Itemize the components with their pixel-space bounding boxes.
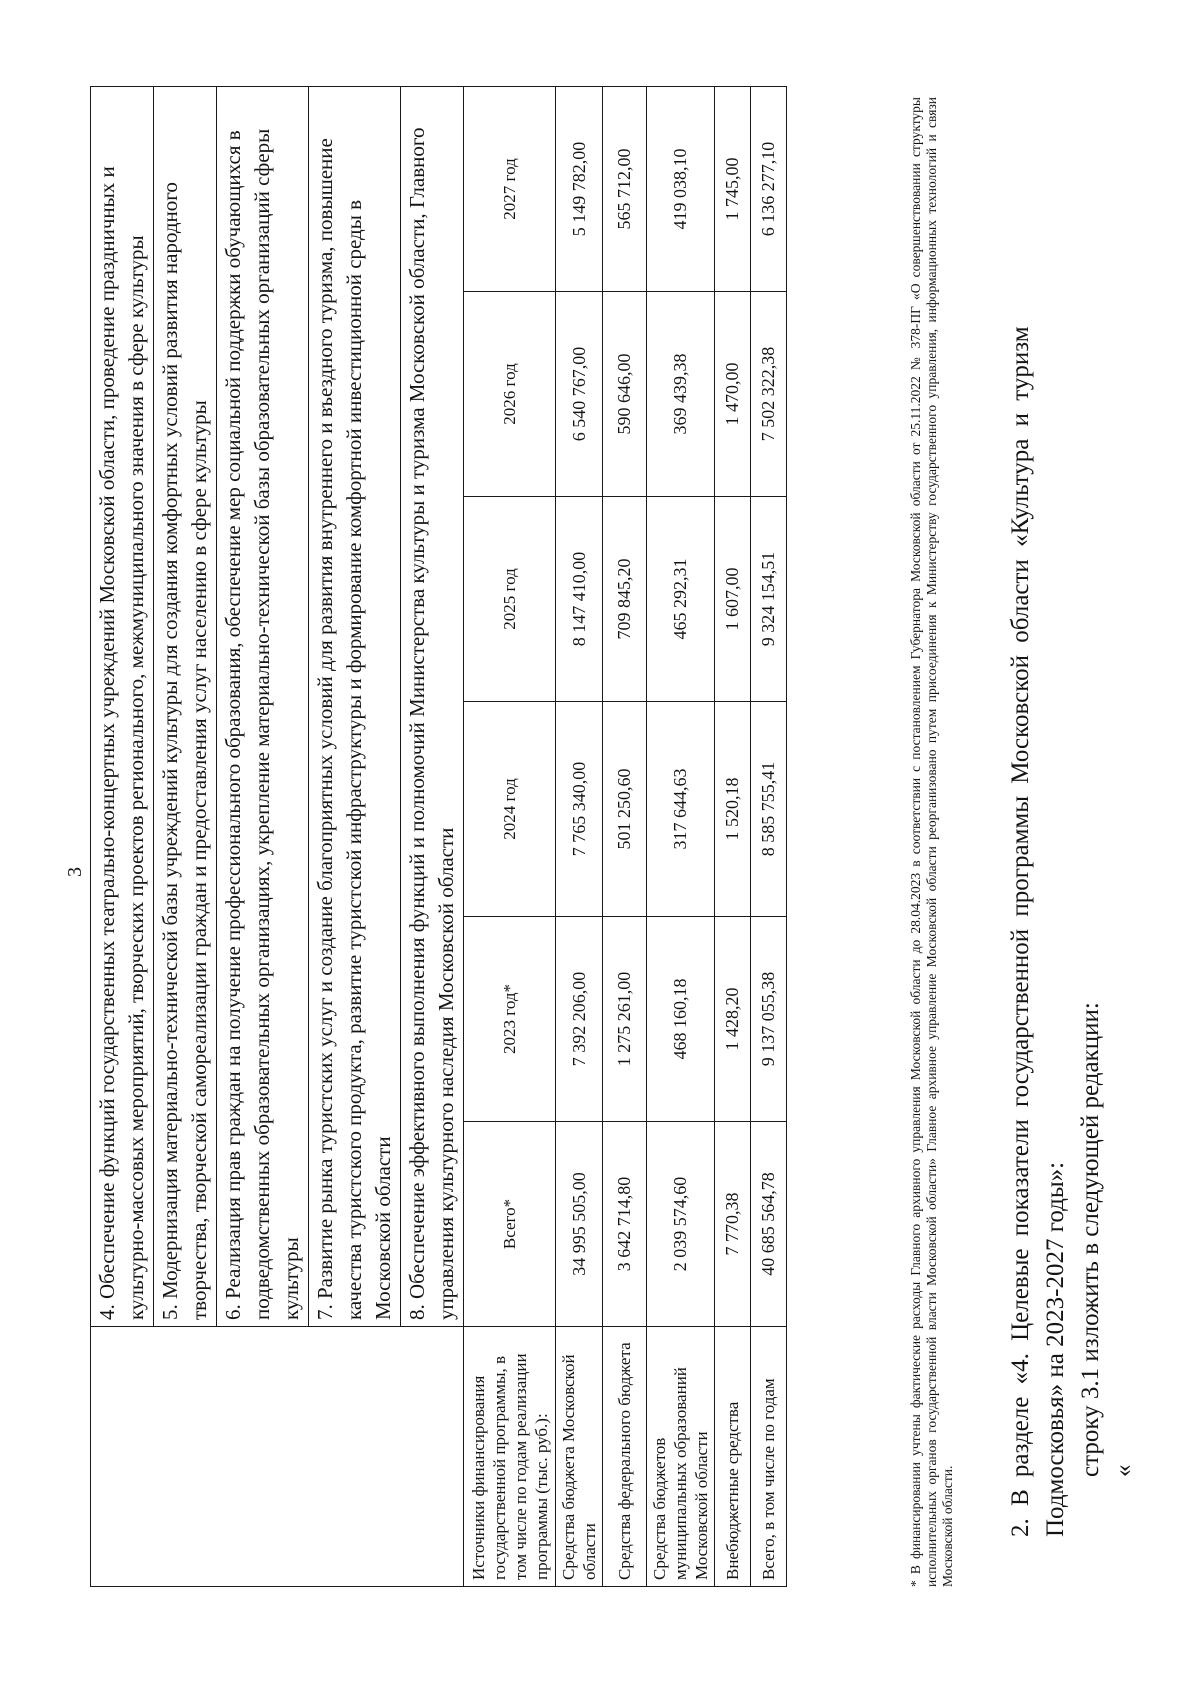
finance-label: Источники финансирования государственной программы, в том числе по годам реализации программы (тыс. руб.): xyxy=(464,1327,556,1587)
paragraph-line-1: 2. В разделе «4. Целевые показатели государственной программы Московской области «Культура и туризм xyxy=(1007,326,1034,1537)
goal-8: 8. Обеспечение эффективного выполнения функций и полномочий Министерства культуры и туризма Московской области, Главного управления культурного наследия Московской области xyxy=(405,127,458,1320)
value-cell: 3 642 714,80 xyxy=(603,1122,647,1327)
value-cell: 9 324 154,51 xyxy=(751,497,787,702)
goal-4: 4. Обеспечение функций государственных театрально-концертных учреждений Московской области, проведение праздничных и культурно-массовых мероприятий, творческих проектов регионального, межмуниципального значения в сфере культуры xyxy=(91,87,154,1326)
value-cell: 7 502 322,38 xyxy=(751,292,787,497)
goals-cell xyxy=(91,87,464,1327)
goals-row xyxy=(91,87,464,1587)
header-2023: 2023 год* xyxy=(464,917,556,1122)
paragraph-line-3: строку 3.1 изложить в следующей редакции: xyxy=(1077,1002,1104,1477)
value-cell: 2 039 574,60 xyxy=(647,1122,715,1327)
table-row xyxy=(556,87,603,1587)
value-cell: 7 392 206,00 xyxy=(556,917,603,1122)
value-cell: 9 137 055,38 xyxy=(751,917,787,1122)
value-cell: 1 745,00 xyxy=(715,87,751,292)
source-label: Средства федерального бюджета xyxy=(603,1327,647,1587)
value-cell: 709 845,20 xyxy=(603,497,647,702)
value-cell: 7 770,38 xyxy=(715,1122,751,1327)
table-row xyxy=(751,87,787,1587)
value-cell: 40 685 564,78 xyxy=(751,1122,787,1327)
source-label: Внебюджетные средства xyxy=(715,1327,751,1587)
value-cell: 34 995 505,00 xyxy=(556,1122,603,1327)
page-number: 3 xyxy=(64,867,86,877)
goals-left-cell xyxy=(91,1327,464,1587)
table-row xyxy=(647,87,715,1587)
table-row xyxy=(603,87,647,1587)
header-2027: 2027 год xyxy=(464,87,556,292)
value-cell: 1 520,18 xyxy=(715,702,751,917)
value-cell: 8 585 755,41 xyxy=(751,702,787,917)
header-2024: 2024 год xyxy=(464,702,556,917)
value-cell: 1 607,00 xyxy=(715,497,751,702)
value-cell: 565 712,00 xyxy=(603,87,647,292)
value-cell: 590 646,00 xyxy=(603,292,647,497)
value-cell: 1 470,00 xyxy=(715,292,751,497)
header-2025: 2025 год xyxy=(464,497,556,702)
value-cell: 6 136 277,10 xyxy=(751,87,787,292)
value-cell: 501 250,60 xyxy=(603,702,647,917)
paragraph-line-2: Подмосковья» на 2023-2027 годы»: xyxy=(1042,1161,1069,1537)
value-cell: 1 275 261,00 xyxy=(603,917,647,1122)
opening-quote: « xyxy=(1110,1464,1137,1477)
value-cell: 468 160,18 xyxy=(647,917,715,1122)
value-cell: 369 439,38 xyxy=(647,292,715,497)
source-label: Средства бюджетов муниципальных образований Московской области xyxy=(647,1327,715,1587)
value-cell: 5 149 782,00 xyxy=(556,87,603,292)
source-label: Средства бюджета Московской области xyxy=(556,1327,603,1587)
program-passport-table xyxy=(90,86,787,1587)
value-cell: 7 765 340,00 xyxy=(556,702,603,917)
value-cell: 317 644,63 xyxy=(647,702,715,917)
value-cell: 419 038,10 xyxy=(647,87,715,292)
goal-6: 6. Реализация прав граждан на получение профессионального образования, обеспечение мер социальной поддержки обучающихся в подведомственных образовательных организациях, укрепление материально-технической базы образовательных организаций сферы культуры xyxy=(217,87,309,1326)
header-total: Всего* xyxy=(464,1122,556,1327)
value-cell: 1 428,20 xyxy=(715,917,751,1122)
source-label: Всего, в том числе по годам xyxy=(751,1327,787,1587)
table-row xyxy=(715,87,751,1587)
value-cell: 6 540 767,00 xyxy=(556,292,603,497)
goal-7: 7. Развитие рынка туристских услуг и создание благоприятных условий для развития внутреннего и въездного туризма, повышение качества туристского продукта, развитие туристской инфраструктуры и формирование комфортной инвестиционной среды в Московской области xyxy=(309,87,401,1326)
finance-header-row xyxy=(464,87,556,1587)
header-2026: 2026 год xyxy=(464,292,556,497)
value-cell: 8 147 410,00 xyxy=(556,497,603,702)
footnote: * В финансировании учтены фактические расходы Главного архивного управления Московской области до 28.04.2023 в соответствии с постановлением Губернатора Московской области от 25.11.2022 № 378-ПГ «О совершенствовании структуры исполнительных органов государственной власти Московской области» Главное архивное управление Московской области реорганизовано путем присоединения к Министерству государственного управления, информационных технологий и связи Московской области. xyxy=(908,97,955,1587)
value-cell: 465 292,31 xyxy=(647,497,715,702)
goal-5: 5. Модернизация материально-технической базы учреждений культуры для создания комфортных условий развития народного творчества, творческой самореализации граждан и предоставления услуг населению в сфере культуры xyxy=(154,87,217,1326)
